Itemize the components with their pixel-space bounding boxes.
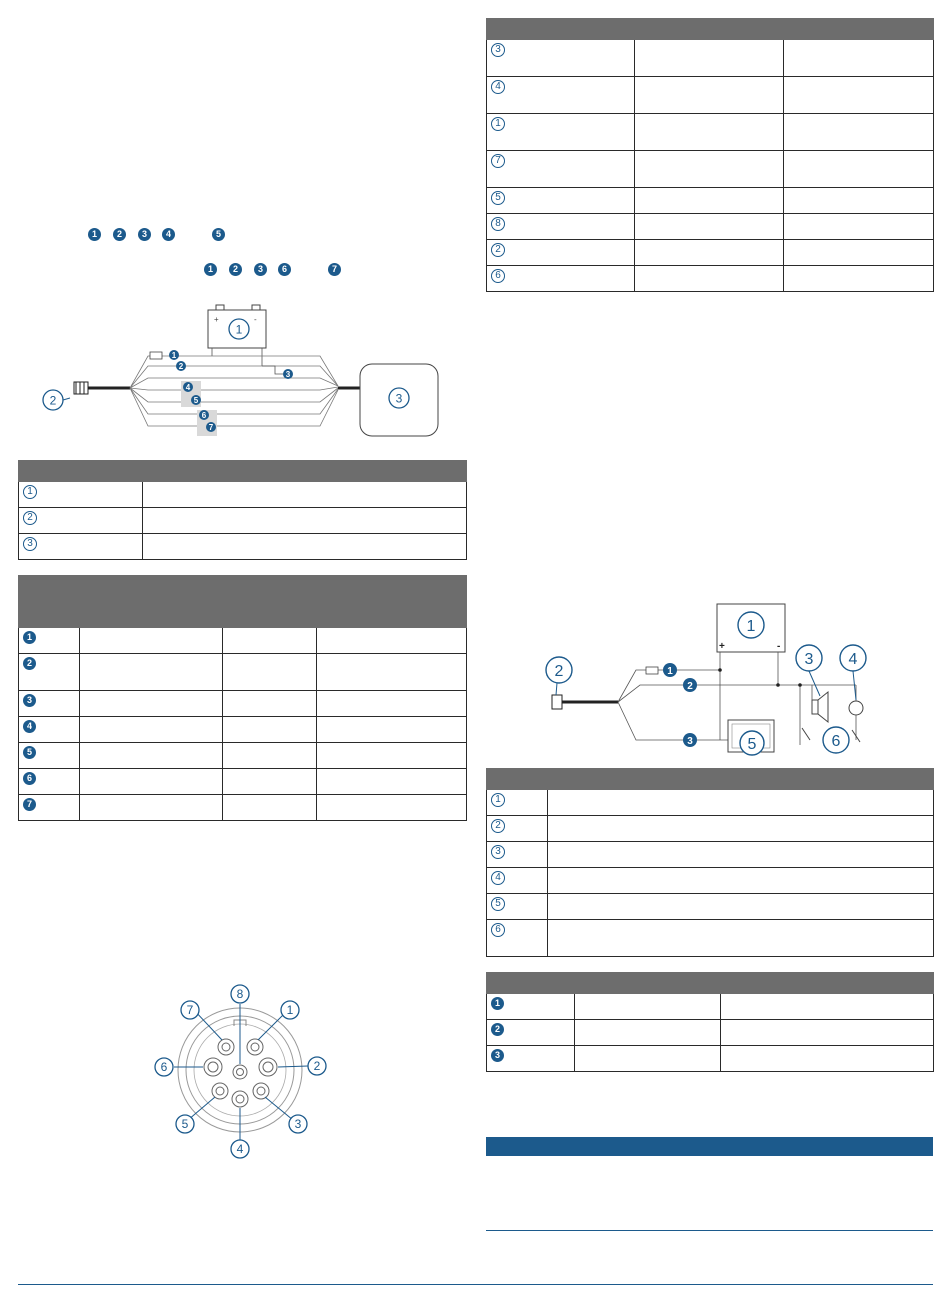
- marker: 3: [138, 228, 151, 241]
- table-row: [19, 654, 467, 691]
- table-row: [19, 482, 467, 508]
- table-row: [19, 717, 467, 743]
- row-id: 2: [23, 657, 36, 670]
- svg-text:+: +: [214, 315, 219, 324]
- marker: 2: [113, 228, 126, 241]
- callout-1: 1: [746, 618, 756, 635]
- callout-1: 1: [235, 322, 243, 337]
- svg-text:1: 1: [667, 666, 673, 677]
- marker: 6: [278, 263, 291, 276]
- table-header: [487, 19, 934, 40]
- table-row: [487, 816, 934, 842]
- callout-2: 2: [554, 663, 564, 680]
- table-header: [487, 973, 934, 994]
- svg-text:-: -: [777, 641, 781, 652]
- row-id: 5: [23, 746, 36, 759]
- table-row: [487, 1020, 934, 1046]
- table-row: [19, 628, 467, 654]
- callout-3: 3: [804, 651, 814, 668]
- table-row: [19, 795, 467, 821]
- table-row: [487, 188, 934, 214]
- table-row: [487, 994, 934, 1020]
- svg-text:3: 3: [285, 370, 291, 379]
- pin-callout-6: 6: [160, 1060, 168, 1074]
- row-id: 4: [491, 871, 505, 885]
- svg-text:5: 5: [193, 396, 199, 405]
- row-id: 3: [23, 537, 37, 551]
- callout-6: 6: [831, 733, 841, 750]
- wire-table-e: [486, 972, 934, 1072]
- row-id: 2: [491, 819, 505, 833]
- wire-table-b: [18, 575, 467, 821]
- callout-table-a: [18, 460, 467, 560]
- row-id: 1: [491, 997, 504, 1010]
- pin-callout-2: 2: [313, 1059, 321, 1073]
- svg-text:4: 4: [185, 383, 191, 392]
- callout-5: 5: [747, 736, 757, 753]
- pin-callout-8: 8: [236, 987, 244, 1001]
- wiring-diagram-alarm: [540, 600, 880, 760]
- table-row: [487, 151, 934, 188]
- row-id: 3: [491, 43, 505, 57]
- marker: 4: [162, 228, 175, 241]
- page-footer-rule: [18, 1284, 933, 1285]
- row-id: 4: [491, 80, 505, 94]
- row-id: 5: [491, 191, 505, 205]
- callout-4: 4: [848, 651, 858, 668]
- pin-callout-1: 1: [286, 1003, 294, 1017]
- svg-text:+: +: [719, 641, 725, 652]
- table-row: [487, 266, 934, 292]
- row-id: 8: [491, 217, 505, 231]
- marker: 3: [254, 263, 267, 276]
- svg-text:1: 1: [171, 351, 177, 360]
- table-row: [19, 534, 467, 560]
- row-id: 2: [23, 511, 37, 525]
- row-id: 1: [491, 793, 505, 807]
- table-header: [19, 461, 467, 482]
- row-id: 1: [491, 117, 505, 131]
- pin-table-c: [486, 18, 934, 292]
- wiring-diagram-harness: [40, 298, 450, 443]
- row-id: 6: [491, 923, 505, 937]
- row-id: 4: [23, 720, 36, 733]
- svg-text:3: 3: [687, 736, 693, 747]
- row-id: 5: [491, 897, 505, 911]
- table-row: [487, 868, 934, 894]
- table-row: [487, 842, 934, 868]
- table-row: [19, 691, 467, 717]
- table-row: [19, 743, 467, 769]
- marker: 1: [88, 228, 101, 241]
- table-row: [487, 920, 934, 957]
- svg-text:7: 7: [208, 423, 214, 432]
- row-id: 2: [491, 1023, 504, 1036]
- pin-callout-4: 4: [236, 1142, 244, 1156]
- table-row: [19, 769, 467, 795]
- marker: 5: [212, 228, 225, 241]
- row-id: 3: [23, 694, 36, 707]
- svg-text:6: 6: [201, 411, 207, 420]
- connector-pinout-diagram: [150, 982, 335, 1160]
- marker: 2: [229, 263, 242, 276]
- wire-markers: [663, 663, 697, 747]
- row-id: 7: [491, 154, 505, 168]
- table-row: [487, 77, 934, 114]
- wire-markers: [169, 350, 293, 432]
- table-row: [487, 40, 934, 77]
- pin-callout-7: 7: [186, 1003, 194, 1017]
- row-id: 6: [491, 269, 505, 283]
- row-id: 1: [23, 485, 37, 499]
- callout-3: 3: [395, 391, 403, 406]
- row-id: 2: [491, 243, 505, 257]
- pin-callout-5: 5: [181, 1117, 189, 1131]
- callout-2: 2: [49, 393, 57, 408]
- row-id: 3: [491, 1049, 504, 1062]
- marker: 1: [204, 263, 217, 276]
- notice-bottom-rule: [486, 1230, 933, 1231]
- table-header: [19, 576, 467, 628]
- pin-callout-3: 3: [294, 1117, 302, 1131]
- table-row: [487, 240, 934, 266]
- callout-table-d: [486, 768, 934, 957]
- notice-header-bar: [486, 1137, 933, 1156]
- row-id: 3: [491, 845, 505, 859]
- table-row: [487, 1046, 934, 1072]
- table-header: [487, 769, 934, 790]
- table-row: [19, 508, 467, 534]
- table-row: [487, 790, 934, 816]
- svg-text:2: 2: [687, 681, 693, 692]
- svg-text:2: 2: [178, 362, 184, 371]
- marker: 7: [328, 263, 341, 276]
- svg-text:-: -: [254, 315, 257, 324]
- row-id: 6: [23, 772, 36, 785]
- table-row: [487, 114, 934, 151]
- row-id: 1: [23, 631, 36, 644]
- row-id: 7: [23, 798, 36, 811]
- table-row: [487, 894, 934, 920]
- table-row: [487, 214, 934, 240]
